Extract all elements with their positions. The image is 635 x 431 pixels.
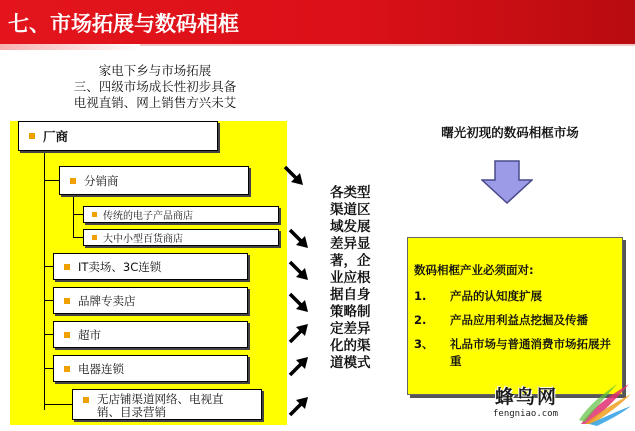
fengniao-watermark bbox=[485, 380, 635, 431]
mid-line: 渠道区 bbox=[330, 202, 371, 218]
intro-line-3: 电视直销、网上销售方兴未艾 bbox=[73, 95, 237, 110]
intro-line-2: 三、四级市场成长性初步具备 bbox=[73, 79, 237, 94]
bullet-icon bbox=[92, 235, 97, 240]
bullet-icon bbox=[83, 397, 89, 403]
tree-node-it-3c bbox=[53, 253, 248, 280]
item-text: 礼品市场与普通消费市场拓展并重 bbox=[450, 337, 611, 368]
watermark-name: 蜂鸟网 bbox=[495, 386, 559, 408]
bullet-icon bbox=[64, 332, 70, 338]
tree-node-appliance-chain bbox=[53, 355, 248, 382]
tree-node-non-store bbox=[72, 389, 262, 420]
bird-logo-icon bbox=[577, 380, 633, 428]
node-label: 品牌专卖店 bbox=[78, 293, 136, 308]
item-number: 2. bbox=[414, 313, 427, 327]
node-label: 电器连锁 bbox=[78, 361, 124, 376]
challenge-item bbox=[414, 288, 618, 305]
intro-line-1: 家电下乡与市场拓展 bbox=[98, 63, 212, 78]
tree-node-manufacturer bbox=[18, 121, 218, 151]
bullet-icon bbox=[64, 264, 70, 270]
tree-node-department-store bbox=[83, 229, 279, 246]
item-text: 产品的认知度扩展 bbox=[450, 289, 542, 303]
node-label: 传统的电子产品商店 bbox=[103, 211, 193, 222]
arrow-up-right-icon bbox=[288, 395, 310, 417]
node-label: IT卖场、3C连锁 bbox=[78, 259, 162, 274]
mid-line: 差异显 bbox=[330, 236, 371, 252]
title-bar bbox=[0, 0, 635, 46]
arrow-up-right-icon bbox=[288, 355, 310, 377]
mid-line: 道模式 bbox=[330, 355, 371, 371]
arrow-down-right-icon bbox=[288, 260, 310, 282]
challenges-heading: 数码相框产业必须面对: bbox=[414, 263, 534, 277]
tree-node-distributor bbox=[59, 166, 249, 195]
node-label: 厂商 bbox=[43, 129, 69, 144]
mid-line: 化的渠 bbox=[330, 338, 371, 354]
connector-department bbox=[73, 237, 83, 238]
tree-trunk-line bbox=[44, 150, 45, 410]
item-text: 产品应用利益点挖掘及传播 bbox=[450, 313, 588, 327]
node-label: 分销商 bbox=[84, 173, 119, 188]
mid-line: 业应根 bbox=[330, 270, 371, 286]
challenge-item bbox=[414, 336, 618, 370]
challenges-box bbox=[407, 237, 623, 395]
mid-line: 策略制 bbox=[330, 304, 371, 320]
mid-line: 著，企 bbox=[330, 253, 371, 269]
challenge-item bbox=[414, 312, 618, 329]
node-label-line-1: 无店铺渠道网络、电视直 bbox=[97, 392, 224, 406]
node-label: 超市 bbox=[78, 327, 101, 342]
right-title: 曙光初现的数码相框市场 bbox=[441, 125, 579, 140]
item-number: 3、 bbox=[414, 337, 434, 351]
bullet-icon bbox=[29, 133, 35, 139]
node-label: 大中小型百货商店 bbox=[103, 234, 183, 245]
tree-node-supermarket bbox=[53, 321, 248, 348]
arrow-down-right-icon bbox=[288, 228, 310, 250]
mid-line: 定差异 bbox=[330, 321, 371, 337]
bullet-icon bbox=[92, 212, 97, 217]
bullet-icon bbox=[64, 366, 70, 372]
slide-title: 七、市场拓展与数码相框 bbox=[8, 12, 239, 36]
title-accent bbox=[0, 44, 140, 50]
intro-text bbox=[50, 63, 260, 111]
node-label-line-2: 销、目录营销 bbox=[97, 405, 166, 419]
item-number: 1. bbox=[414, 289, 427, 303]
node-label bbox=[97, 393, 224, 419]
arrow-down-right-icon bbox=[283, 165, 305, 187]
mid-line: 据自身 bbox=[330, 287, 371, 303]
bullet-icon bbox=[64, 298, 70, 304]
mid-line: 域发展 bbox=[330, 219, 371, 235]
watermark-url: fengniao.com bbox=[493, 409, 559, 419]
tree-sub-line bbox=[73, 195, 74, 238]
arrow-down-right-icon bbox=[288, 292, 310, 314]
connector-nonstore bbox=[44, 404, 72, 405]
tree-node-brand-store bbox=[53, 287, 248, 314]
bullet-icon bbox=[70, 178, 76, 184]
tree-node-traditional-store bbox=[83, 206, 279, 223]
mid-line: 各类型 bbox=[330, 185, 371, 201]
channel-strategy-text bbox=[330, 185, 380, 372]
connector-distributor bbox=[44, 180, 60, 181]
connector-traditional bbox=[73, 214, 83, 215]
down-arrow-icon bbox=[481, 160, 533, 204]
arrow-up-right-icon bbox=[288, 322, 310, 344]
